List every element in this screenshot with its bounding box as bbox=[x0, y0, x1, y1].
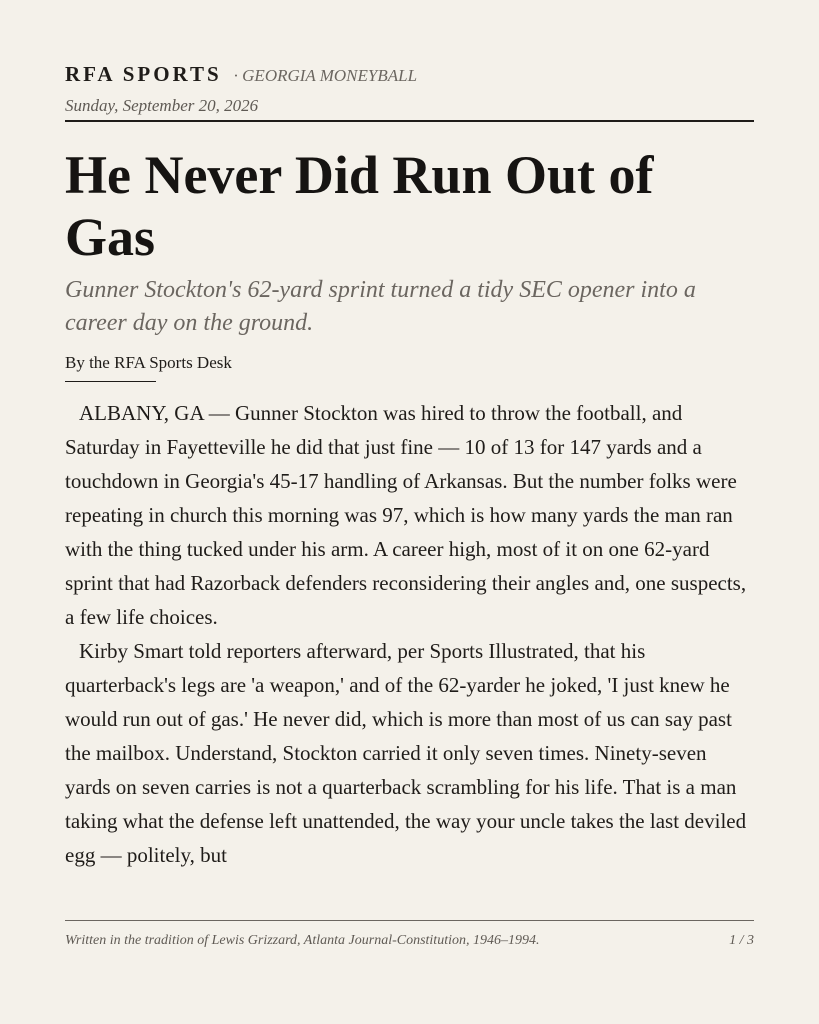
byline-divider bbox=[65, 381, 156, 382]
body-paragraph: ALBANY, GA — Gunner Stockton was hired to throw the football, and Saturday in Fayetteville he did that just fine — 10 of 13 for 147 yards and a touchdown in Georgia's 45-17 handling of Arkansas. But the number folks were repeating in church this morning was 97, which is how many yards the man ran with the thing tucked under his arm. A career high, most of it on one 62-yard sprint that had Razorback defenders reconsidering their angles and, one suspects, a few life choices. bbox=[65, 401, 747, 629]
section-name: · GEORGIA MONEYBALL bbox=[233, 66, 418, 85]
page-number: 1 / 3 bbox=[729, 933, 754, 948]
page-footer bbox=[65, 920, 754, 949]
footer-credit: Written in the tradition of Lewis Grizzard, Atlanta Journal-Constitution, 1946–1994. bbox=[65, 933, 540, 948]
article-body bbox=[65, 396, 754, 908]
article-page bbox=[65, 62, 754, 908]
masthead bbox=[65, 62, 754, 96]
body-paragraph: Kirby Smart told reporters afterward, per Sports Illustrated, that his quarterback's legs are 'a weapon,' and of the 62-yarder he joked, 'I just knew he would run out of gas.' He never did, which is more than most of us can say past the mailbox. Understand, Stockton carried it only seven times. Ninety-seven yards on seven carries is not a quarterback scrambling for his life. That is a man taking what the defense left unattended, the way your uncle takes the last deviled egg — politely, but bbox=[65, 639, 747, 867]
byline: By the RFA Sports Desk bbox=[65, 353, 232, 372]
headline: He Never Did Run Out of Gas bbox=[65, 145, 654, 267]
subheadline: Gunner Stockton's 62-yard sprint turned a tidy SEC opener into a career day on the ground. bbox=[65, 277, 696, 336]
brand-name: RFA SPORTS bbox=[65, 62, 222, 86]
publication-date: Sunday, September 20, 2026 bbox=[65, 96, 754, 122]
